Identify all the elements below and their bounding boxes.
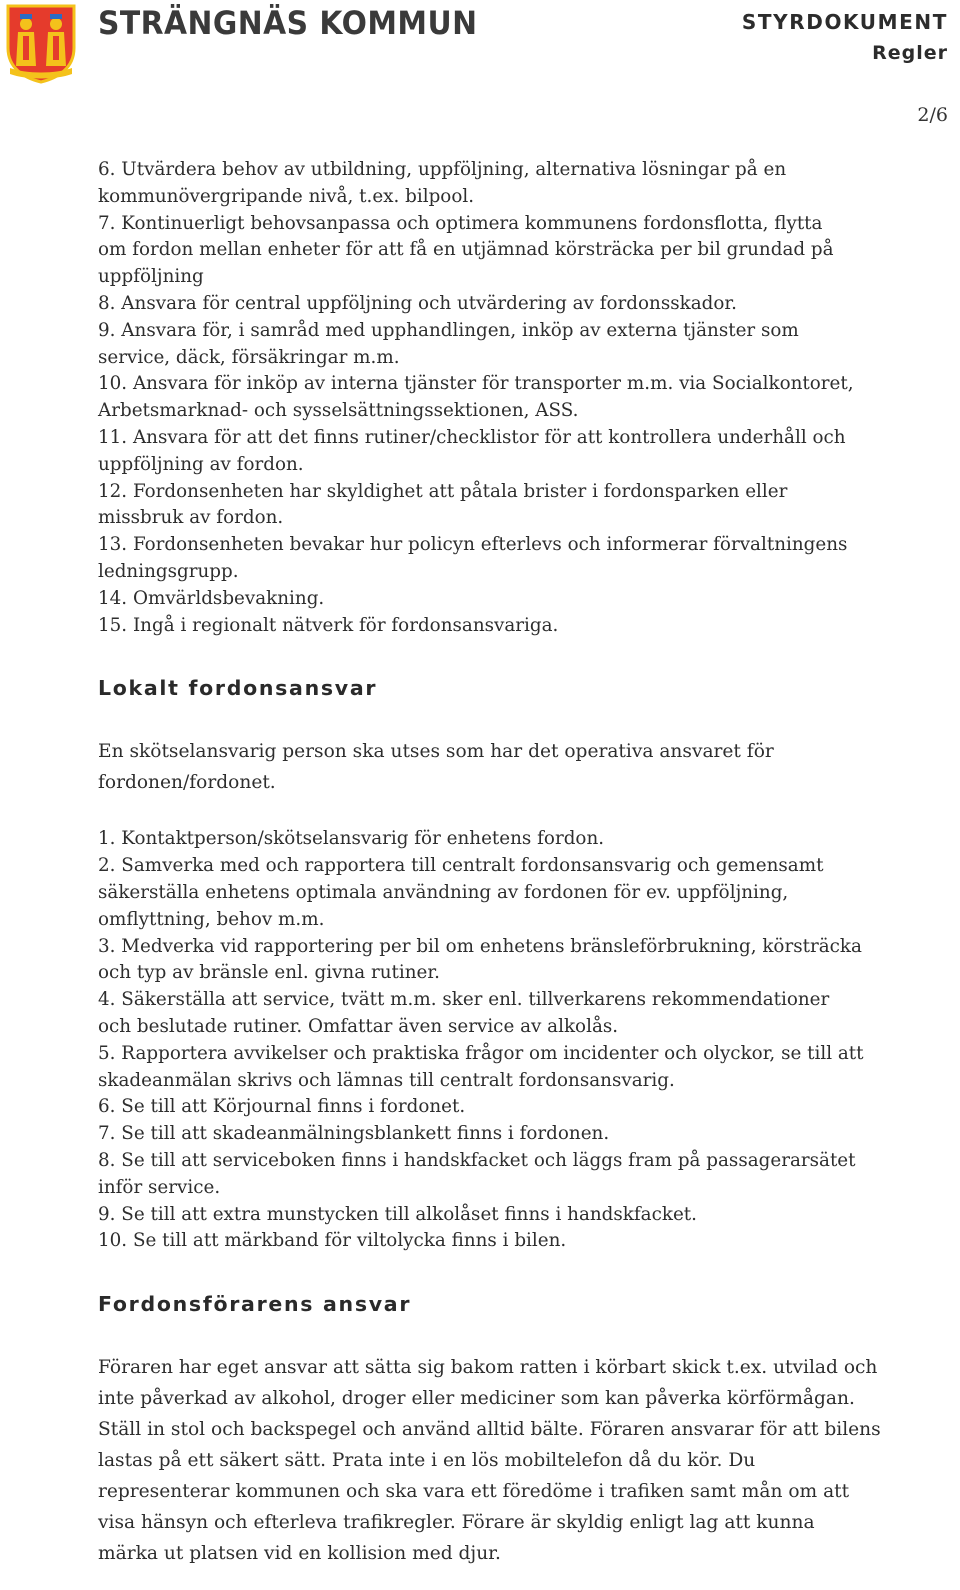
list-line: 14. Omvärldsbevakning.: [98, 587, 325, 609]
list-line: 13. Fordonsenheten bevakar hur policyn efterlevs och informerar förvaltningens: [98, 534, 848, 556]
list-line: 1. Kontaktperson/skötselansvarig för enhetens fordon.: [98, 828, 605, 850]
list-line: 8. Ansvara för central uppföljning och utvärdering av fordonsskador.: [98, 292, 737, 314]
paragraph-line: En skötselansvarig person ska utses som har det operativa ansvaret för: [98, 741, 774, 763]
list-line: inför service.: [98, 1176, 221, 1198]
local-responsibility-list: [98, 826, 948, 1255]
page-number: 2/6: [917, 104, 948, 126]
list-line: 6. Utvärdera behov av utbildning, uppföljning, alternativa lösningar på en: [98, 159, 787, 180]
paragraph-line: inte påverkad av alkohol, droger eller mediciner som kan påverka körförmågan.: [98, 1388, 855, 1410]
list-line: Arbetsmarknad- och sysselsättningssektionen, ASS.: [98, 400, 579, 422]
organization-name: STRÄNGNÄS KOMMUN: [98, 4, 478, 42]
paragraph-line: Föraren har eget ansvar att sätta sig bakom ratten i körbart skick t.ex. utvilad och: [98, 1357, 878, 1379]
paragraph-line: visa hänsyn och efterleva trafikregler. Förare är skyldig enligt lag att kunna: [98, 1512, 815, 1534]
list-line: ledningsgrupp.: [98, 560, 239, 582]
paragraph-line: märka ut platsen vid en kollision med djur.: [98, 1543, 501, 1565]
driver-responsibility-paragraph: [98, 1352, 948, 1569]
list-line: 7. Se till att skadeanmälningsblankett finns i fordonen.: [98, 1123, 610, 1145]
list-line: 7. Kontinuerligt behovsanpassa och optimera kommunens fordonsflotta, flytta: [98, 212, 823, 234]
paragraph-line: fordonen/fordonet.: [98, 772, 276, 794]
list-line: 4. Säkerställa att service, tvätt m.m. sker enl. tillverkarens rekommendationer: [98, 989, 830, 1011]
document-category: Regler: [872, 42, 948, 64]
section-heading-driver-responsibility: Fordonsförarens ansvar: [98, 1292, 412, 1317]
paragraph-line: Ställ in stol och backspegel och använd alltid bälte. Föraren ansvarar för att bilens: [98, 1419, 881, 1441]
list-line: 10. Ansvara för inköp av interna tjänster för transporter m.m. via Socialkontoret,: [98, 373, 854, 395]
list-line: 3. Medverka vid rapportering per bil om enhetens bränsleförbrukning, körsträcka: [98, 935, 862, 957]
list-line: 9. Se till att extra munstycken till alkolåset finns i handskfacket.: [98, 1203, 697, 1225]
list-line: och typ av bränsle enl. givna rutiner.: [98, 962, 440, 984]
list-line: skadeanmälan skrivs och lämnas till centralt fordonsansvarig.: [98, 1069, 675, 1091]
paragraph-line: representerar kommunen och ska vara ett föredöme i trafiken samt mån om att: [98, 1481, 850, 1503]
section-heading-local-responsibility: Lokalt fordonsansvar: [98, 676, 378, 701]
list-line: 2. Samverka med och rapportera till centralt fordonsansvarig och gemensamt: [98, 855, 824, 877]
document-body: [98, 157, 948, 1569]
local-intro-paragraph: [98, 736, 948, 798]
list-line: uppföljning av fordon.: [98, 453, 304, 475]
document-type: STYRDOKUMENT: [741, 10, 948, 34]
list-line: missbruk av fordon.: [98, 507, 284, 529]
paragraph-line: lastas på ett säkert sätt. Prata inte i en lös mobiltelefon då du kör. Du: [98, 1450, 756, 1472]
central-responsibility-list: [98, 157, 948, 639]
document-header: [0, 0, 960, 90]
list-line: om fordon mellan enheter för att få en utjämnad körsträcka per bil grundad på: [98, 239, 834, 261]
list-line: 10. Se till att märkband för viltolycka finns i bilen.: [98, 1230, 567, 1252]
list-line: 6. Se till att Körjournal finns i fordonet.: [98, 1096, 466, 1118]
list-line: 5. Rapportera avvikelser och praktiska frågor om incidenter och olyckor, se till att: [98, 1042, 864, 1064]
list-line: service, däck, försäkringar m.m.: [98, 346, 400, 368]
municipal-coat-of-arms-icon: [6, 4, 76, 84]
list-line: 12. Fordonsenheten har skyldighet att påtala brister i fordonsparken eller: [98, 480, 788, 502]
list-line: omflyttning, behov m.m.: [98, 908, 325, 930]
list-line: kommunövergripande nivå, t.ex. bilpool.: [98, 185, 475, 207]
list-line: säkerställa enhetens optimala användning av fordonen för ev. uppföljning,: [98, 881, 789, 903]
list-line: uppföljning: [98, 266, 204, 288]
list-line: 15. Ingå i regionalt nätverk för fordonsansvariga.: [98, 614, 559, 636]
list-line: 11. Ansvara för att det finns rutiner/checklistor för att kontrollera underhåll och: [98, 426, 846, 448]
list-line: 9. Ansvara för, i samråd med upphandlingen, inköp av externa tjänster som: [98, 319, 799, 341]
list-line: 8. Se till att serviceboken finns i handskfacket och läggs fram på passagerarsätet: [98, 1149, 856, 1171]
list-line: och beslutade rutiner. Omfattar även service av alkolås.: [98, 1015, 619, 1037]
